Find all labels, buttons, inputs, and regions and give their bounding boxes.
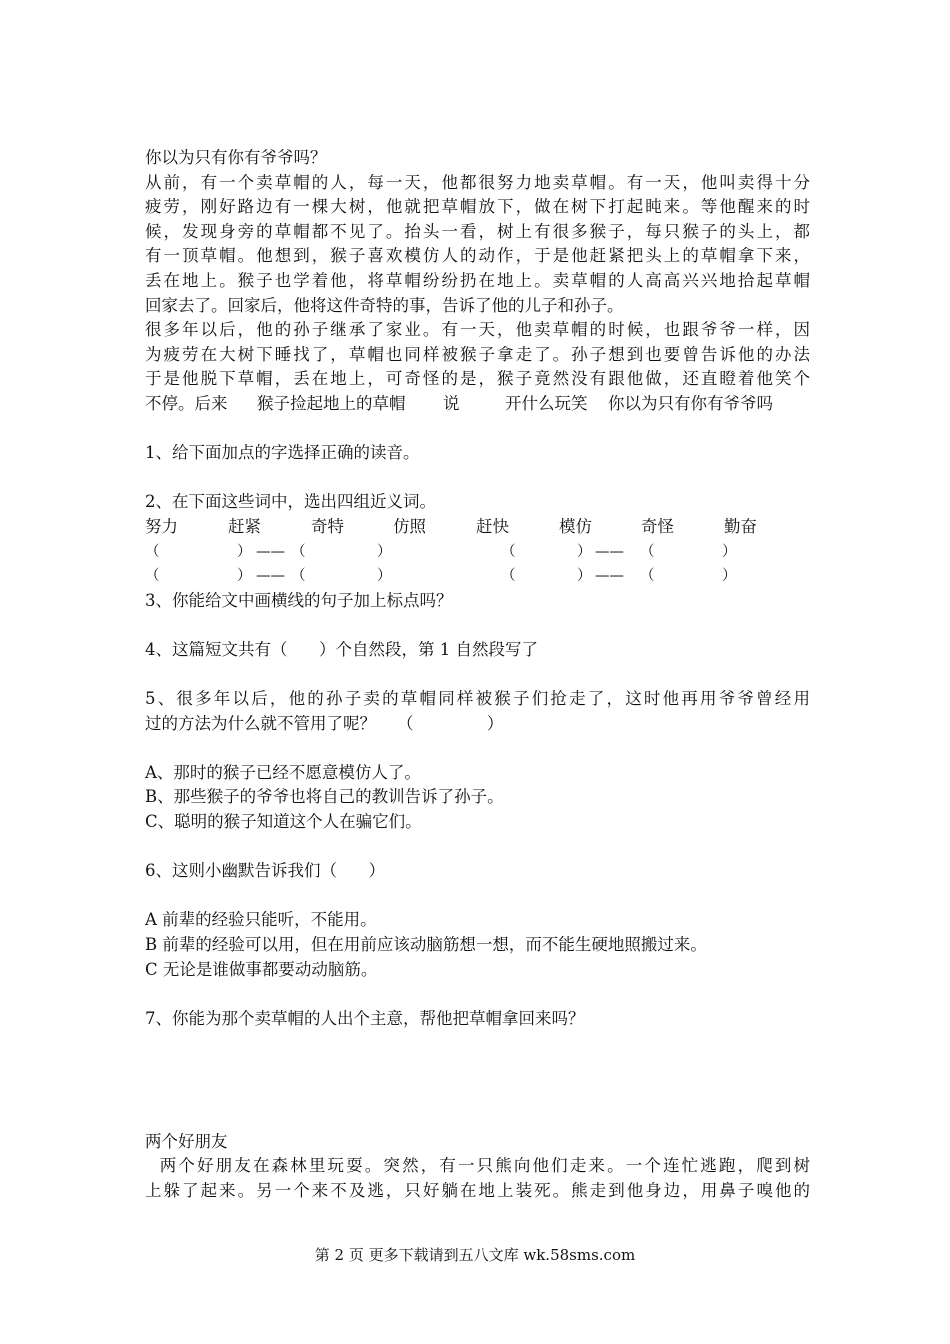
- question-6: 6、这则小幽默告诉我们（ ）: [145, 861, 385, 881]
- document-body: [145, 146, 810, 1204]
- answer-blank[interactable]: （: [291, 543, 306, 560]
- text-line: 两个好朋友在森林里玩耍。突然，有一只熊向他们走来。一个连忙逃跑，爬到树: [145, 1156, 810, 1176]
- question-2: 2、在下面这些词中，选出四组近义词。: [145, 492, 436, 512]
- text-line: 上躲了起来。另一个来不及逃，只好躺在地上装死。熊走到他身边，用鼻子嗅他的: [145, 1180, 810, 1200]
- text-line: 回家去了。回家后，他将这件奇特的事，告诉了他的儿子和孙子。: [145, 295, 624, 315]
- text-fragment: 开什么玩笑: [505, 393, 588, 413]
- text-line: 候，发现身旁的草帽都不见了。抬头一看，树上有很多猴子，每只猴子的头上，都: [145, 221, 810, 241]
- bracket: ）: [377, 568, 392, 585]
- bracket: ）: [722, 543, 737, 560]
- synonym-answer-row: [145, 564, 810, 589]
- text-line: 于是他脱下草帽，丢在地上，可奇怪的是，猴子竟然没有跟他做，还直瞪着他笑个: [145, 369, 810, 389]
- text-line: 很多年以后，他的孙子继承了家业。有一天，他卖草帽的时候，也跟爷爷一样，因: [145, 320, 810, 340]
- text-fragment: 你以为只有你有爷爷吗: [608, 393, 773, 413]
- dash: ——: [595, 543, 624, 560]
- text-fragment: 说: [443, 393, 460, 413]
- answer-blank[interactable]: （: [501, 543, 516, 560]
- dash: ——: [256, 543, 285, 560]
- word: 奇怪: [641, 516, 674, 536]
- question-5-option-c: C、聪明的猴子知道这个人在骗它们。: [145, 812, 422, 832]
- word: 赶紧: [228, 516, 261, 536]
- question-4: 4、这篇短文共有（ ）个自然段，第 1 自然段写了: [145, 639, 538, 659]
- story1-title: 你以为只有你有爷爷吗？: [145, 148, 327, 167]
- text-line: 疲劳，刚好路边有一棵大树，他就把草帽放下，做在树下打起盹来。等他醒来的时: [145, 197, 810, 217]
- word: 模仿: [559, 516, 592, 536]
- question-6-option-a: A 前辈的经验只能听，不能用。: [145, 910, 377, 930]
- answer-blank[interactable]: （: [145, 543, 160, 560]
- answer-blank[interactable]: （: [640, 568, 655, 585]
- question-5-line: 5、很多年以后，他的孙子卖的草帽同样被猴子们抢走了，这时他再用爷爷曾经用: [145, 689, 810, 709]
- word: 赶快: [476, 516, 509, 536]
- word: 仿照: [393, 516, 426, 536]
- question-5-option-b: B、那些猴子的爷爷也将自己的教训告诉了孙子。: [145, 787, 504, 807]
- question-5-option-a: A、那时的猴子已经不愿意模仿人了。: [145, 762, 421, 782]
- story2-title: 两个好朋友: [145, 1131, 228, 1151]
- word: 奇特: [311, 516, 344, 536]
- text-fragment: 不停。后来: [145, 393, 228, 413]
- bracket: ）: [237, 568, 252, 585]
- answer-blank[interactable]: （: [501, 568, 516, 585]
- question-7: 7、你能为那个卖草帽的人出个主意，帮他把草帽拿回来吗？: [145, 1008, 585, 1028]
- bracket: ）: [237, 543, 252, 560]
- answer-blank[interactable]: （: [145, 568, 160, 585]
- word: 努力: [145, 516, 178, 536]
- answer-blank[interactable]: （: [291, 568, 306, 585]
- bracket: ）: [577, 568, 592, 585]
- text-line: 有一顶草帽。他想到，猴子喜欢模仿人的动作，于是他赶紧把头上的草帽拿下来，: [145, 246, 810, 266]
- text-fragment: 猴子捡起地上的草帽: [257, 393, 406, 413]
- question-3: 3、你能给文中画横线的句子加上标点吗？: [145, 590, 453, 610]
- question-6-option-b: B 前辈的经验可以用，但在用前应该动脑筋想一想，而不能生硬地照搬过来。: [145, 935, 707, 954]
- bracket: ）: [377, 543, 392, 560]
- answer-blank[interactable]: （: [640, 543, 655, 560]
- text-line: 丢在地上。猴子也学着他，将草帽纷纷扔在地上。卖草帽的人高高兴兴地拾起草帽: [145, 270, 810, 290]
- question-1: 1、给下面加点的字选择正确的读音。: [145, 443, 420, 463]
- dash: ——: [256, 568, 285, 585]
- bracket: ）: [577, 543, 592, 560]
- story1-paragraph-2: [145, 318, 810, 416]
- page-footer: 第 2 页 更多下载请到五八文库 wk.58sms.com: [314, 1246, 636, 1264]
- story1-paragraph-1: [145, 171, 810, 319]
- bracket: ）: [722, 568, 737, 585]
- word-list: [145, 515, 810, 540]
- underlined-sentence-line: [145, 392, 810, 417]
- dash: ——: [595, 568, 624, 585]
- word: 勤奋: [724, 516, 757, 536]
- synonym-answer-row: [145, 540, 810, 565]
- text-line: 从前，有一个卖草帽的人，每一天，他都很努力地卖草帽。有一天，他叫卖得十分: [145, 172, 810, 192]
- question-6-option-c: C 无论是谁做事都要动动脑筋。: [145, 959, 378, 979]
- question-5-line: 过的方法为什么就不管用了呢？ （ ）: [145, 713, 504, 733]
- text-line: 为疲劳在大树下睡找了，草帽也同样被猴子拿走了。孙子想到也要曾告诉他的办法: [145, 344, 810, 364]
